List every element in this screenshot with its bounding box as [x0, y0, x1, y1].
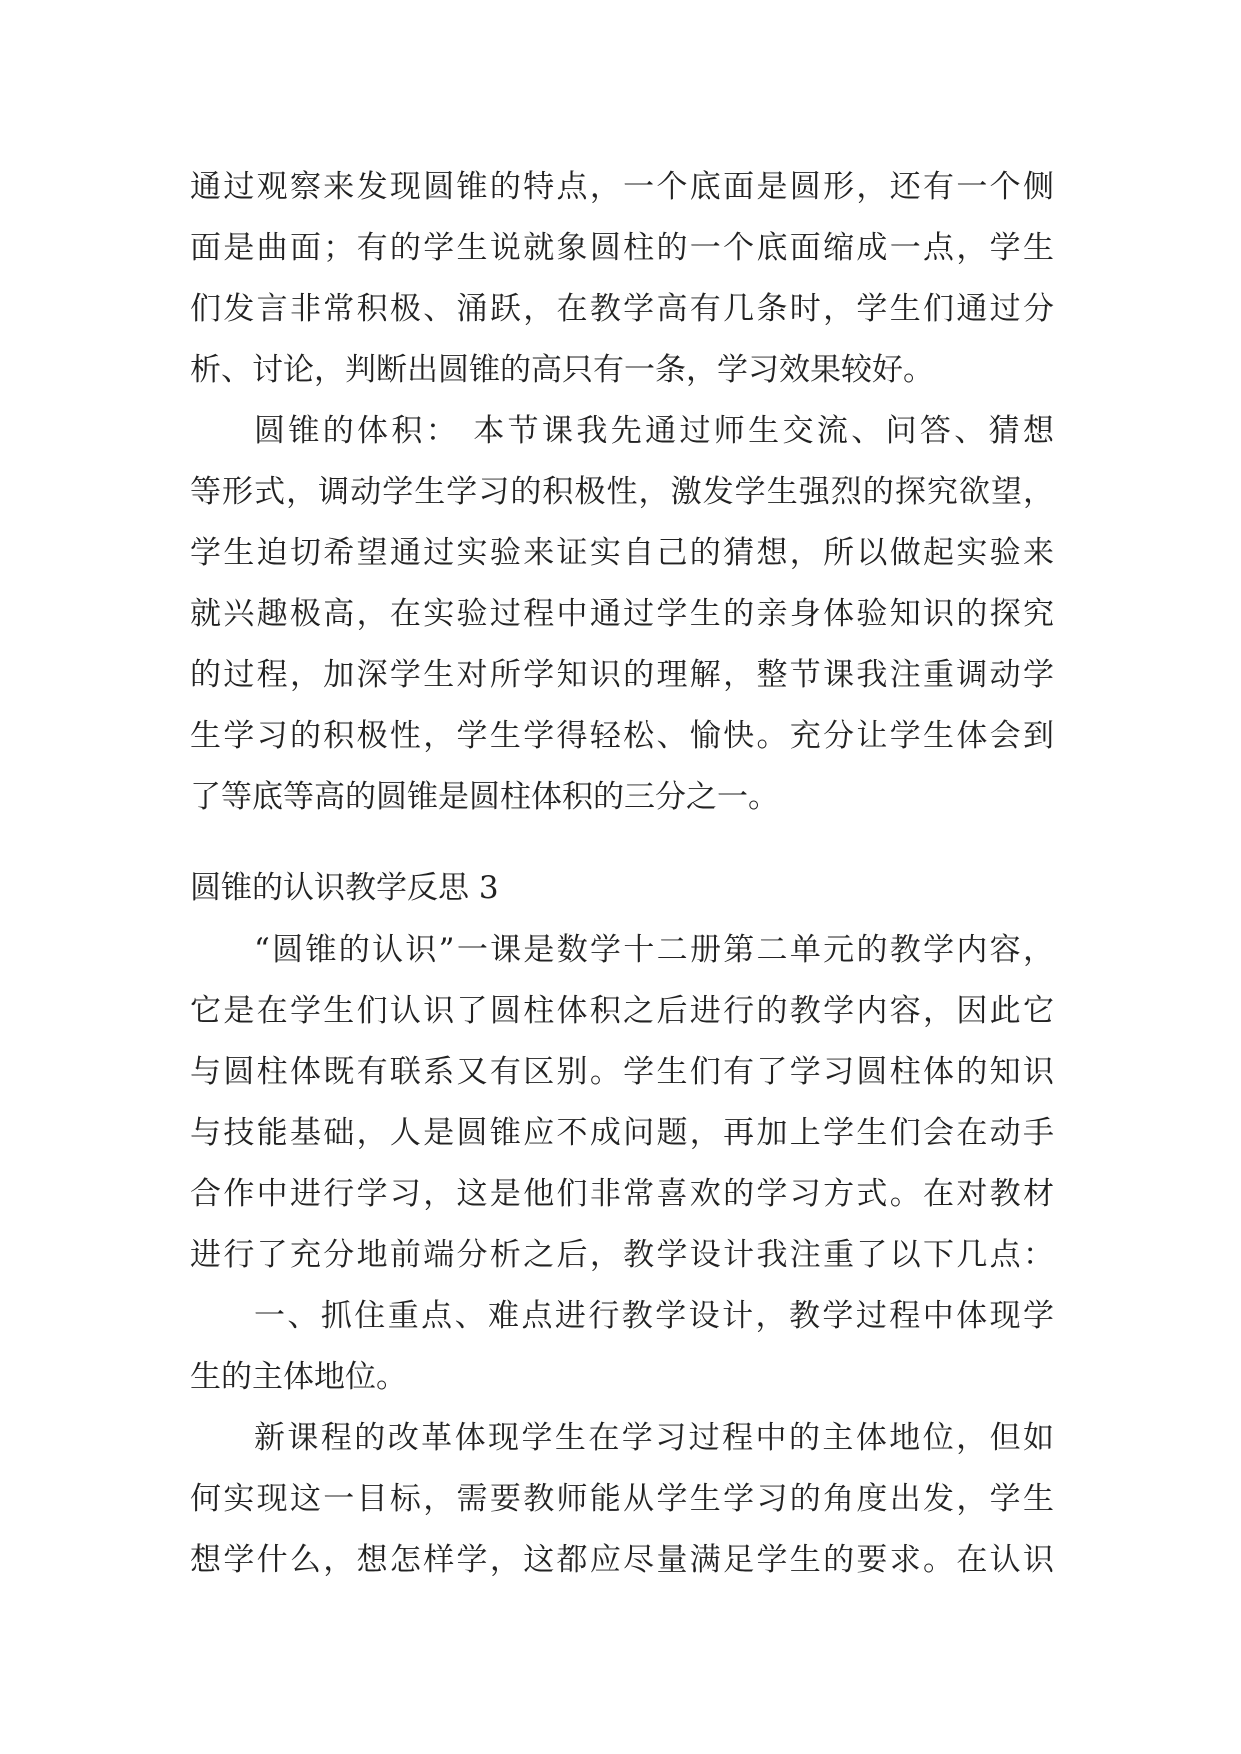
- text-line: 学生迫切希望通过实验来证实自己的猜想，所以做起实验来: [190, 535, 1054, 571]
- text-line: 面是曲面；有的学生说就象圆柱的一个底面缩成一点，学生: [190, 230, 1054, 266]
- text-line: 圆锥的体积： 本节课我先通过师生交流、问答、猜想: [254, 413, 1054, 449]
- text-line: 它是在学生们认识了圆柱体积之后进行的教学内容，因此它: [190, 993, 1054, 1029]
- text-line: 的过程，加深学生对所学知识的理解，整节课我注重调动学: [190, 657, 1054, 693]
- text-line: 就兴趣极高，在实验过程中通过学生的亲身体验知识的探究: [190, 596, 1054, 632]
- text-line: 一、抓住重点、难点进行教学设计，教学过程中体现学: [254, 1298, 1054, 1334]
- text-line: 合作中进行学习，这是他们非常喜欢的学习方式。在对教材: [190, 1176, 1054, 1212]
- text-line: 与圆柱体既有联系又有区别。学生们有了学习圆柱体的知识: [190, 1054, 1054, 1090]
- text-line: 新课程的改革体现学生在学习过程中的主体地位，但如: [254, 1420, 1054, 1456]
- text-line: 进行了充分地前端分析之后，教学设计我注重了以下几点：: [190, 1237, 1054, 1273]
- text-line: 析、讨论，判断出圆锥的高只有一条，学习效果较好。: [190, 352, 934, 388]
- text-line: 生学习的积极性，学生学得轻松、愉快。充分让学生体会到: [190, 718, 1054, 754]
- text-line: 想学什么，想怎样学，这都应尽量满足学生的要求。在认识: [190, 1542, 1054, 1578]
- text-line: 了等底等高的圆锥是圆柱体积的三分之一。: [190, 779, 779, 815]
- text-line: 何实现这一目标，需要教师能从学生学习的角度出发，学生: [190, 1481, 1054, 1517]
- text-line: 通过观察来发现圆锥的特点，一个底面是圆形，还有一个侧: [190, 169, 1054, 205]
- section-heading: 圆锥的认识教学反思 3: [190, 870, 499, 906]
- text-line: 们发言非常积极、涌跃，在教学高有几条时，学生们通过分: [190, 291, 1054, 327]
- text-line: 与技能基础，人是圆锥应不成问题，再加上学生们会在动手: [190, 1115, 1054, 1151]
- text-line: 生的主体地位。: [190, 1359, 407, 1395]
- text-line: “圆锥的认识”一课是数学十二册第二单元的教学内容，: [254, 932, 1054, 968]
- text-line: 等形式，调动学生学习的积极性，激发学生强烈的探究欲望，: [190, 474, 1054, 510]
